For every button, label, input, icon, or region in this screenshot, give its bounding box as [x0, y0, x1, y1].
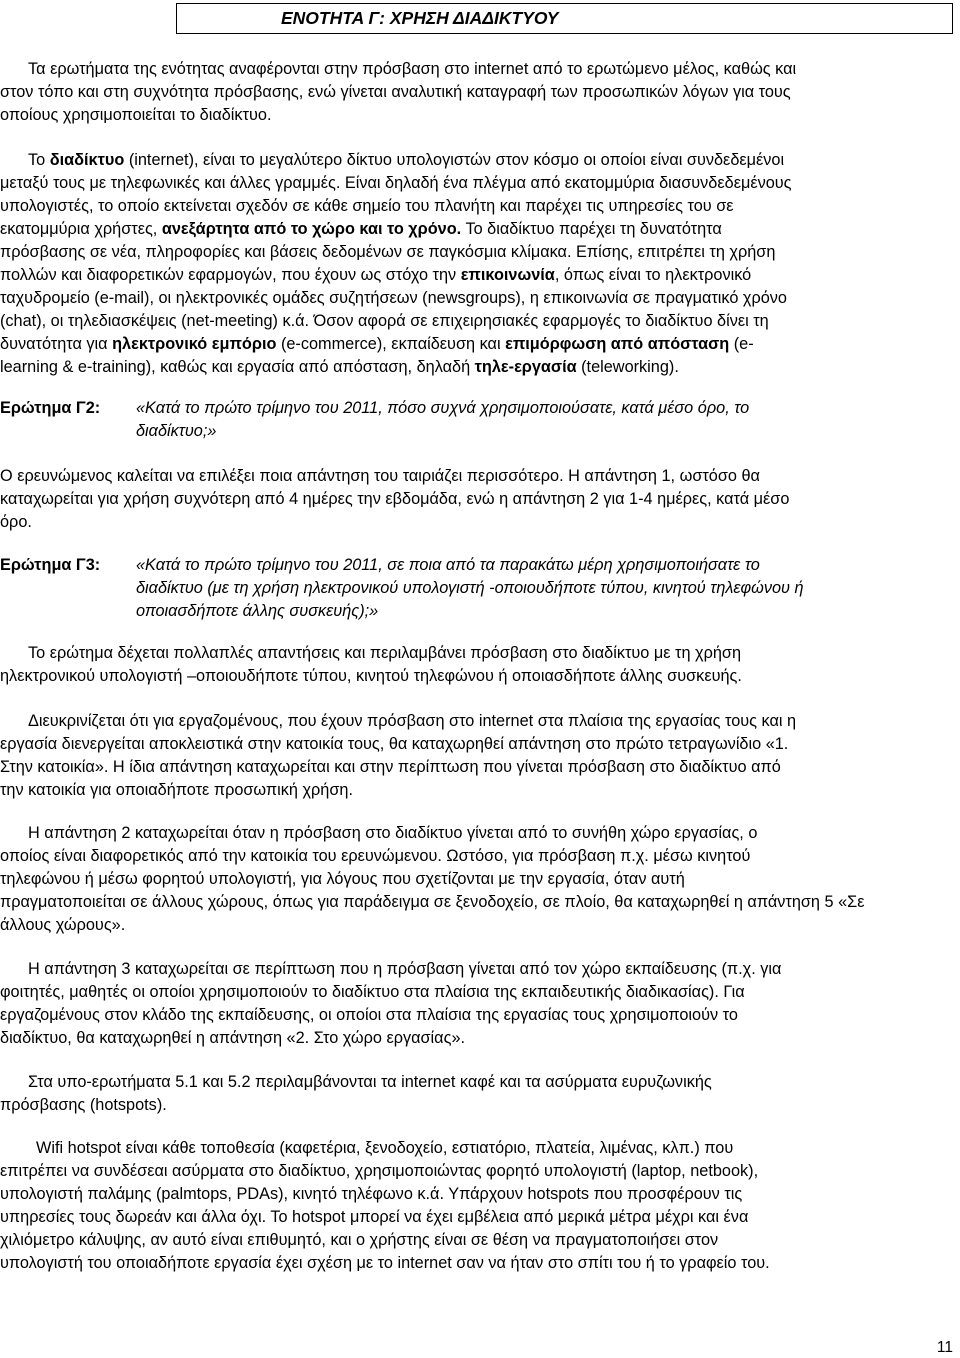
text-line: Η απάντηση 2 καταχωρείται όταν η πρόσβαση στο διαδίκτυο γίνεται από το συνήθη χώρο εργασίας, ο: [28, 824, 758, 842]
text-line: Το διαδίκτυο (internet), είναι το μεγαλύτερο δίκτυο υπολογιστών στον κόσμο οι οποίοι είναι συνδεδεμένοι: [28, 151, 785, 169]
text-line: πραγματοποιείται σε άλλους χώρους, όπως για παράδειγμα σε ξενοδοχείο, σε πλοίο, θα καταχωρηθεί η απάντηση 5 «Σε: [0, 893, 865, 911]
text-line: υπολογιστή του οποιαδήποτε εργασία έχει σχέση με το internet σαν να ήταν στο σπίτι του ή το γραφείο του.: [0, 1254, 770, 1272]
text-line: εργαζομένους στον κλάδο της εκπαίδευσης, οι οποίοι στα πλαίσια της εργασίας τους χρησιμοποιούν το: [0, 1006, 738, 1024]
text-line: μεταξύ τους με τηλεφωνικές και άλλες γραμμές. Είναι δηλαδή ένα πλέγμα από εκατομμύρια διασυνδεδεμένους: [0, 174, 792, 192]
text-line: εργασία διενεργείται αποκλειστικά στην κατοικία τους, θα καταχωρηθεί απάντηση στο πρώτο τετραγωνίδιο «1.: [0, 735, 789, 753]
text-line: ταχυδρομείο (e-mail), οι ηλεκτρονικές ομάδες συζητήσεων (newsgroups), η επικοινωνία σε πραγματικό χρόνο: [0, 289, 787, 307]
text-line: Το ερώτημα δέχεται πολλαπλές απαντήσεις και περιλαμβάνει πρόσβαση στο διαδίκτυο με τη χρήση: [28, 644, 742, 662]
text-line: οποίος είναι διαφορετικός από την κατοικία του ερευνώμενου. Ωστόσο, για πρόσβαση π.χ. μέσω κινητού: [0, 847, 751, 865]
text-line: πολλών και διαφορετικών εφαρμογών, που έχουν ως στόχο την επικοινωνία, όπως είναι το ηλεκτρονικό: [0, 266, 752, 284]
text-line: Η απάντηση 3 καταχωρείται σε περίπτωση που η πρόσβαση γίνεται από τον χώρο εκπαίδευσης (π.χ. για: [28, 960, 782, 978]
text-line: καταχωρείται για χρήση συχνότερη από 4 ημέρες την εβδομάδα, ενώ η απάντηση 2 για 1-4 ημέρες, κατά μέσο: [0, 490, 790, 508]
question-label: Ερώτημα Γ2:: [0, 399, 101, 417]
text-line: υπολογιστή παλάμης (palmtops, PDAs), κινητό τηλέφωνο κ.ά. Υπάρχουν hotspots που προσφέρουν τις: [0, 1185, 743, 1203]
text-line: πρόσβασης σε νέα, πληροφορίες και βάσεις δεδομένων σε παγκόσμια κλίμακα. Επίσης, επιτρέπει τη χρήση: [0, 243, 776, 261]
section-title-box: [176, 3, 953, 34]
text-line: (chat), οι τηλεδιασκέψεις (net-meeting) κ.ά. Όσον αφορά σε επιχειρησιακές εφαρμογές το διαδίκτυο δίνει τη: [0, 312, 769, 330]
text-line: Τα ερωτήματα της ενότητας αναφέρονται στην πρόσβαση στο internet από το ερωτώμενο μέλος, καθώς και: [28, 60, 797, 78]
text-line: Wifi hotspot είναι κάθε τοποθεσία (καφετέρια, ξενοδοχείο, εστιατόριο, πλατεία, λιμένας, κλπ.) που: [36, 1139, 734, 1157]
text-line: οποίους χρησιμοποιείται το διαδίκτυο.: [0, 106, 272, 124]
text-line: υπηρεσίες τους δωρεάν και άλλα όχι. Το hotspot μπορεί να έχει εμβέλεια από μερικά μέτρα μέχρι και ένα: [0, 1208, 749, 1226]
text-line: δυνατότητα για ηλεκτρονικό εμπόριο (e-commerce), εκπαίδευση και επιμόρφωση από απόσταση (e-: [0, 335, 754, 353]
text-line: όρο.: [0, 513, 32, 531]
page-number: 11: [936, 1339, 953, 1356]
section-title: ΕΝΟΤΗΤΑ Γ: ΧΡΗΣΗ ΔΙΑΔΙΚΤΥΟΥ: [281, 8, 559, 28]
question-text: διαδίκτυο (με τη χρήση ηλεκτρονικού υπολογιστή -οποιουδήποτε τύπου, κινητού τηλεφώνου ή: [136, 579, 804, 597]
text-line: Στην κατοικία». Η ίδια απάντηση καταχωρείται και στην περίπτωση που γίνεται πρόσβαση στο διαδίκτυο από: [0, 758, 781, 776]
term-internet: διαδίκτυο: [49, 151, 125, 169]
text-line: Στα υπο-ερωτήματα 5.1 και 5.2 περιλαμβάνονται τα internet καφέ και τα ασύρματα ευρυζωνικής: [28, 1073, 712, 1091]
text-line: learning & e-training), καθώς και εργασία από απόσταση, δηλαδή τηλε-εργασία (teleworking).: [0, 358, 679, 376]
question-label: Ερώτημα Γ3:: [0, 556, 101, 574]
text-line: φοιτητές, μαθητές οι οποίοι χρησιμοποιούν το διαδίκτυο στα πλαίσια της εκπαιδευτικής διαδικασίας). Για: [0, 983, 745, 1001]
text-line: Ο ερευνώμενος καλείται να επιλέξει ποια απάντηση του ταιριάζει περισσότερο. Η απάντηση 1, ωστόσο θα: [0, 467, 760, 485]
text-line: εκατομμύρια χρήστες, ανεξάρτητα από το χώρο και το χρόνο. Το διαδίκτυο παρέχει τη δυνατότητα: [0, 220, 722, 238]
text-line: επιτρέπει να συνδέσεαι ασύρματα στο διαδίκτυο, χρησιμοποιώντας φορητό υπολογιστή (laptop, netbook),: [0, 1162, 759, 1180]
text-line: τηλεφώνου ή μέσω φορητού υπολογιστή, για λόγους που σχετίζονται με την εργασία, όταν αυτή: [0, 870, 685, 888]
text-line: πρόσβασης (hotspots).: [0, 1096, 167, 1114]
text-line: Διευκρινίζεται ότι για εργαζομένους, που έχουν πρόσβαση στο internet στα πλαίσια της εργασίας τους και η: [28, 712, 797, 730]
question-text: διαδίκτυο;»: [136, 422, 217, 440]
text-line: ηλεκτρονικού υπολογιστή –οποιουδήποτε τύπου, κινητού τηλεφώνου ή οποιασδήποτε άλλης συσκευής.: [0, 667, 742, 685]
text-line: στον τόπο και στη συχνότητα πρόσβασης, ενώ γίνεται αναλυτική καταγραφή των προσωπικών λόγων για τους: [0, 83, 791, 101]
question-text: «Κατά το πρώτο τρίμηνο του 2011, σε ποια από τα παρακάτω μέρη χρησιμοποιήσατε το: [136, 556, 760, 574]
text-line: χιλιόμετρο κάλυψης, αν αυτό είναι επιθυμητό, και ο χρήστης είναι σε θέση να πραγματοποιήσει στον: [0, 1231, 719, 1249]
text-line: υπολογιστές, το οποίο εκτείνεται σχεδόν σε κάθε σημείο του πλανήτη και παρέχει τις υπηρεσίες του σε: [0, 197, 734, 215]
text-line: διαδίκτυο, θα καταχωρηθεί η απάντηση «2. Στο χώρο εργασίας».: [0, 1029, 466, 1047]
question-text: «Κατά το πρώτο τρίμηνο του 2011, πόσο συχνά χρησιμοποιούσατε, κατά μέσο όρο, το: [136, 399, 750, 417]
question-text: οποιασδήποτε άλλης συσκευής);»: [136, 602, 379, 620]
text-line: την κατοικία για οποιαδήποτε προσωπική χρήση.: [0, 781, 353, 799]
text-line: άλλους χώρους».: [0, 916, 126, 934]
